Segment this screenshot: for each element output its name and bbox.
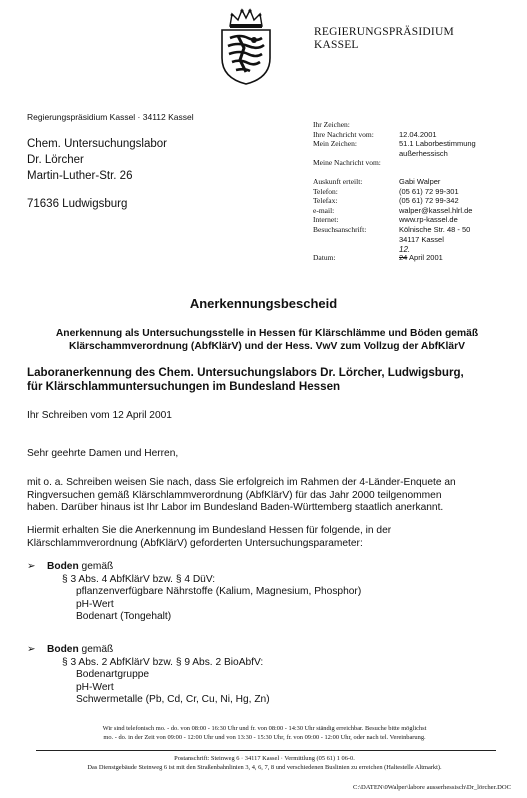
- list-item: Schwermetalle (Pb, Cd, Cr, Cu, Ni, Hg, Zn): [76, 694, 270, 705]
- auskunft-label: Auskunft erteilt:: [313, 176, 363, 186]
- list2-head: Boden: [47, 644, 79, 655]
- arrow-bullet-icon: ➢: [27, 644, 36, 655]
- auskunft-value: Gabi Walper: [399, 176, 441, 186]
- reference-block: [313, 120, 476, 263]
- list-item: Bodenartgruppe: [76, 669, 150, 680]
- list-item: pH-Wert: [76, 681, 114, 693]
- arrow-bullet-icon: ➢: [27, 561, 36, 572]
- subtitle-line2: Klärschammverordnung (AbfKlärV) und der Hess. VwV zum Vollzug der AbfKlärV: [69, 341, 465, 352]
- reference-letter: Ihr Schreiben vom 12 April 2001: [27, 410, 172, 421]
- telefon-label: Telefon:: [313, 186, 338, 196]
- recipient-line3: Martin-Luther-Str. 26: [27, 170, 133, 182]
- postal-line: Postanschrift: Steinweg 6 · 34117 Kassel · Vermittlung (05 61) 1 06-0.: [174, 755, 355, 762]
- authority-line2: KASSEL: [314, 39, 359, 51]
- footer-divider: [36, 750, 496, 751]
- paragraph-2: [27, 525, 507, 550]
- list2-sub: § 3 Abs. 2 AbfKlärV bzw. § 9 Abs. 2 BioAbfV:: [62, 656, 264, 668]
- datum-corrected-day: 12.: [399, 245, 411, 255]
- p1-line1: mit o. a. Schreiben weisen Sie nach, dass Sie erfolgreich im Rahmen der 4-Länder-Enquete an: [27, 477, 456, 488]
- mein-zeichen-value-2: außerhessisch: [399, 148, 448, 158]
- paragraph-1: [27, 477, 507, 515]
- recipient-line2: Dr. Lörcher: [27, 154, 84, 166]
- recipient-line1: Chem. Untersuchungslabor: [27, 138, 167, 150]
- subject-heading: [27, 366, 464, 394]
- heading-line1: Laboranerkennung des Chem. Untersuchungslabors Dr. Lörcher, Ludwigsburg,: [27, 366, 464, 379]
- telefax-value: (05 61) 72 99-342: [399, 196, 459, 206]
- list1-head-rest: gemäß: [78, 561, 114, 572]
- list-item: pH-Wert: [76, 598, 114, 610]
- besuch-value-2: 34117 Kassel: [399, 234, 444, 244]
- p2-line2: Klärschlammverordnung (AbfKlärV) geforderten Untersuchungsparameter:: [27, 537, 363, 549]
- transit-line: Das Dienstgebäude Steinweg 6 ist mit den Straßenbahnlinien 3, 4, 6, 7, 8 und verschiedenen Buslinien zu erreichen (Haltestelle Altmarkt).: [87, 764, 442, 771]
- file-path: C:\DATEN\0Walper\labore ausserhessisch\Dr_lörcher.DOC: [352, 784, 511, 791]
- list-item: Bodenart (Tongehalt): [76, 611, 172, 622]
- parameter-list-1: [27, 561, 361, 624]
- heading-line2: für Klärschlammuntersuchungen im Bundesland Hessen: [27, 380, 341, 393]
- p1-line2: Ringversuchen gemäß Klärschlammverordnung (AbfKlärV) für das Jahr 2000 teilgenommen: [27, 489, 442, 501]
- telefon-value: (05 61) 72 99-301: [399, 186, 459, 196]
- document-title: Anerkennungsbescheid: [189, 296, 338, 311]
- authority-name: [314, 26, 454, 52]
- internet-label: Internet:: [313, 215, 339, 225]
- internet-value: www.rp-kassel.de: [399, 215, 458, 225]
- footer: [12, 754, 517, 772]
- list1-head: Boden: [47, 561, 79, 572]
- greeting: Sehr geehrte Damen und Herren,: [27, 448, 179, 459]
- subtitle-line1: Anerkennung als Untersuchungsstelle in Hessen für Klärschlämme und Böden gemäß: [55, 328, 479, 339]
- mein-zeichen-value: 51.1 Laborbestimmung: [399, 139, 476, 149]
- ihre-nachricht-value: 12.04.2001: [399, 129, 437, 139]
- email-value: walper@kassel.hlrl.de: [399, 205, 473, 215]
- recipient-address: [27, 136, 167, 212]
- p1-line3: haben. Darüber hinaus ist Ihr Labor im Bundesland Baden-Württemberg staatlich anerkannt.: [27, 502, 444, 514]
- meine-nachricht-label: Meine Nachricht vom:: [313, 158, 381, 168]
- hours-line1: Wir sind telefonisch mo. - do. von 08:00 - 16:30 Uhr und fr. von 08:00 - 14:30 Uhr ständig erreichbar. Besuche bitte möglichst: [102, 725, 427, 732]
- recipient-city: 71636 Ludwigsburg: [27, 198, 128, 210]
- ihr-zeichen-label: Ihr Zeichen:: [313, 120, 350, 129]
- datum-value: [399, 245, 443, 263]
- besuch-label: Besuchsanschrift:: [313, 224, 367, 234]
- besuch-value: Kölnische Str. 48 - 50: [399, 224, 471, 234]
- sender-return-address: Regierungspräsidium Kassel · 34112 Kassel: [27, 112, 194, 122]
- parameter-list-2: [27, 644, 270, 707]
- mein-zeichen-label: Mein Zeichen:: [313, 139, 357, 149]
- email-label: e-mail:: [313, 205, 335, 215]
- datum-month-year: April 2001: [409, 253, 443, 263]
- authority-line1: REGIERUNGSPRÄSIDIUM: [314, 26, 454, 38]
- list-item: pflanzenverfügbare Nährstoffe (Kalium, Magnesium, Phosphor): [76, 586, 362, 597]
- hours-line2: mo. - do. in der Zeit von 09:00 - 12:00 Uhr und von 13:30 - 15:30 Uhr, fr. von 09:00 - 12:00 Uhr, oder nach tel. Vereinbarung.: [103, 734, 426, 741]
- list2-head-rest: gemäß: [78, 644, 114, 655]
- ihre-nachricht-label: Ihre Nachricht vom:: [313, 129, 374, 139]
- telefax-label: Telefax:: [313, 196, 338, 206]
- p2-line1: Hiermit erhalten Sie die Anerkennung im Bundesland Hessen für folgende, in der: [27, 525, 392, 536]
- office-hours-note: [12, 724, 517, 742]
- hessen-coat-of-arms-icon: [218, 8, 274, 86]
- document-subtitle: [22, 327, 512, 353]
- datum-struck-day: 24 12.: [399, 245, 411, 263]
- list1-sub: § 3 Abs. 4 AbfKlärV bzw. § 4 DüV:: [62, 573, 216, 585]
- datum-label: Datum:: [313, 253, 336, 263]
